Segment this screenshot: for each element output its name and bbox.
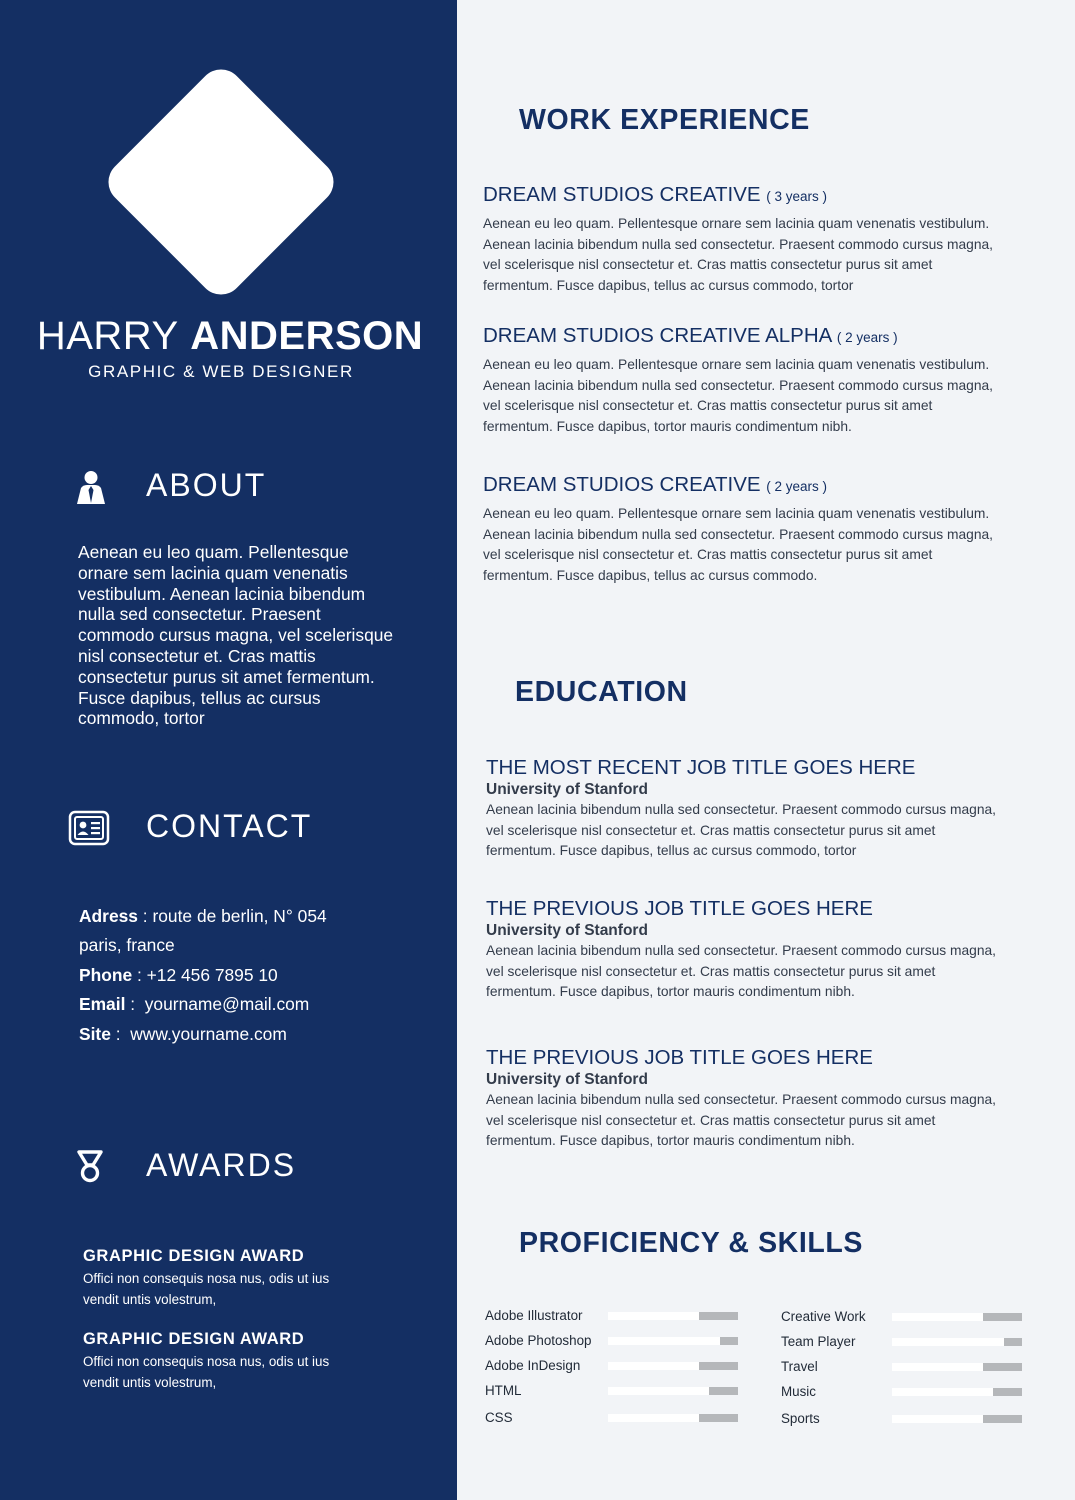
address-label: Adress (79, 906, 138, 926)
work-item (483, 324, 1028, 438)
skills-heading: PROFICIENCY & SKILLS (519, 1227, 864, 1259)
contact-email: Email : yourname@mail.com (79, 994, 310, 1015)
sidebar (0, 0, 457, 1500)
about-text: Aenean eu leo quam. Pellentesque ornare sem lacinia quam venenatis vestibulum. Aenean lacinia bibendum nulla sed consectetur. Praesent commodo cursus magna, vel scelerisque nisl consectetur et. Cras mattis consectetur purus sit amet fermentum. Fusce dapibus, tellus ac cursus commodo, tortor (78, 542, 394, 729)
contact-site: Site : www.yourname.com (79, 1023, 287, 1044)
skill-bar-fill (720, 1337, 738, 1345)
description-line: fermentum. Fusce dapibus, tortor mauris condimentum nibh. (486, 984, 855, 1000)
skill-bar-fill (699, 1414, 738, 1422)
skill-bar (608, 1362, 738, 1370)
skill-label: Music (781, 1384, 816, 1399)
first-name: HARRY (36, 314, 179, 358)
award-item (83, 1247, 403, 1310)
award-description-line: vendit untis volestrum, (83, 1374, 217, 1390)
skill-bar (892, 1338, 1022, 1346)
award-title: GRAPHIC DESIGN AWARD (83, 1247, 305, 1265)
site-label: Site (79, 1023, 111, 1044)
education-item-title: THE PREVIOUS JOB TITLE GOES HERE (486, 897, 873, 920)
description-line: Aenean lacinia bibendum nulla sed consectetur. Praesent commodo cursus magna, (483, 236, 994, 252)
skill-bar-fill (983, 1313, 1022, 1321)
contact-phone: Phone : +12 456 7895 10 (79, 964, 278, 985)
skill-bar (892, 1313, 1022, 1321)
awards-heading: AWARDS (146, 1147, 297, 1183)
work-item-title-row (483, 473, 1028, 497)
skill-bar-fill (709, 1387, 738, 1395)
education-item-description (486, 1090, 1031, 1152)
phone-value: +12 456 7895 10 (146, 964, 278, 985)
email-label: Email (79, 994, 126, 1015)
description-line: Aenean eu leo quam. Pellentesque ornare sem lacinia quam venenatis vestibulum. (483, 216, 990, 231)
education-item-school: University of Stanford (486, 922, 648, 939)
address-line2: paris, france (79, 935, 175, 956)
award-description-line: Offici non consequis nosa nus, odis ut ius (83, 1271, 330, 1286)
contact-heading: CONTACT (146, 808, 313, 844)
award-description (83, 1352, 403, 1393)
job-role: GRAPHIC & WEB DESIGNER (88, 362, 354, 381)
skill-label: Adobe InDesign (485, 1358, 581, 1373)
work-item-title: DREAM STUDIOS CREATIVE (483, 183, 761, 206)
award-description (83, 1269, 403, 1310)
skill-label: Sports (781, 1411, 820, 1426)
skill-bar-fill (1004, 1338, 1022, 1346)
description-line: Aenean eu leo quam. Pellentesque ornare sem lacinia quam venenatis vestibulum. (483, 506, 990, 521)
work-item (483, 473, 1028, 587)
skill-bar-fill (983, 1363, 1022, 1371)
phone-label: Phone (79, 964, 133, 985)
medal-icon (76, 1150, 104, 1184)
skill-bar (608, 1414, 738, 1422)
description-line: vel scelerisque nisl consectetur et. Cras mattis consectetur purus sit amet (486, 822, 936, 838)
user-icon (74, 470, 108, 506)
work-item (483, 183, 1028, 297)
skill-bar (892, 1363, 1022, 1371)
description-line: fermentum. Fusce dapibus, tellus ac cursus commodo, tortor (486, 843, 857, 859)
work-item-title: DREAM STUDIOS CREATIVE (483, 473, 761, 496)
skill-label: HTML (485, 1383, 522, 1398)
education-item-title: THE PREVIOUS JOB TITLE GOES HERE (486, 1046, 873, 1069)
email-value[interactable]: yourname@mail.com (144, 994, 310, 1015)
education-item-school: University of Stanford (486, 781, 648, 798)
work-item-duration: ( 3 years ) (766, 189, 828, 204)
skill-bar-fill (699, 1312, 738, 1320)
skill-label: CSS (485, 1410, 513, 1425)
skill-label: Adobe Illustrator (485, 1308, 583, 1323)
site-value[interactable]: www.yourname.com (130, 1023, 287, 1044)
education-item (486, 1046, 1031, 1152)
description-line: vel scelerisque nisl consectetur et. Cras mattis consectetur purus sit amet (483, 257, 933, 273)
work-item-description (483, 214, 1028, 297)
description-line: fermentum. Fusce dapibus, tortor mauris condimentum nibh. (486, 1133, 855, 1149)
work-item-title: DREAM STUDIOS CREATIVE ALPHA (483, 324, 832, 347)
description-line: Aenean lacinia bibendum nulla sed consectetur. Praesent commodo cursus magna, (486, 802, 997, 817)
work-item-title-row (483, 183, 1028, 207)
skill-bar (608, 1312, 738, 1320)
education-item-description (486, 941, 1031, 1003)
description-line: fermentum. Fusce dapibus, tellus ac cursus commodo. (483, 568, 818, 584)
skill-bar-fill (699, 1362, 738, 1370)
description-line: vel scelerisque nisl consectetur et. Cras mattis consectetur purus sit amet (483, 398, 933, 414)
skill-label: Adobe Photoshop (485, 1333, 592, 1348)
description-line: Aenean lacinia bibendum nulla sed consectetur. Praesent commodo cursus magna, (483, 526, 994, 542)
skill-bar (608, 1337, 738, 1345)
award-title: GRAPHIC DESIGN AWARD (83, 1330, 305, 1348)
award-item (83, 1330, 403, 1393)
education-item (486, 897, 1031, 1003)
skill-label: Travel (781, 1359, 818, 1374)
education-heading: EDUCATION (515, 676, 688, 708)
skill-bar-fill (983, 1415, 1022, 1423)
skill-bar-fill (993, 1388, 1022, 1396)
description-line: vel scelerisque nisl consectetur et. Cras mattis consectetur purus sit amet (486, 963, 936, 979)
contact-address: Adress : route de berlin, N° 054 (79, 906, 327, 926)
skill-bar (892, 1388, 1022, 1396)
full-name (0, 314, 460, 359)
description-line: fermentum. Fusce dapibus, tortor mauris condimentum nibh. (483, 419, 852, 435)
description-line: Aenean lacinia bibendum nulla sed consectetur. Praesent commodo cursus magna, (486, 943, 997, 958)
work-item-description (483, 504, 1028, 587)
work-item-duration: ( 2 years ) (836, 330, 898, 345)
description-line: vel scelerisque nisl consectetur et. Cras mattis consectetur purus sit amet (483, 547, 933, 563)
skill-label: Team Player (781, 1334, 856, 1349)
education-item-title: THE MOST RECENT JOB TITLE GOES HERE (486, 756, 916, 779)
skill-bar (608, 1387, 738, 1395)
education-item (486, 756, 1031, 862)
description-line: Aenean lacinia bibendum nulla sed consectetur. Praesent commodo cursus magna, (486, 1092, 997, 1107)
id-card-icon (68, 810, 110, 846)
education-item-school: University of Stanford (486, 1071, 648, 1088)
address-value: route de berlin, N° 054 (152, 906, 327, 926)
description-line: fermentum. Fusce dapibus, tellus ac cursus commodo, tortor (483, 278, 854, 294)
skill-bar (892, 1415, 1022, 1423)
education-item-description (486, 800, 1031, 862)
about-heading: ABOUT (146, 467, 267, 503)
work-item-title-row (483, 324, 1028, 348)
award-description-line: vendit untis volestrum, (83, 1291, 217, 1307)
work-experience-heading: WORK EXPERIENCE (519, 104, 810, 136)
description-line: Aenean eu leo quam. Pellentesque ornare sem lacinia quam venenatis vestibulum. (483, 357, 990, 372)
work-item-description (483, 355, 1028, 438)
description-line: Aenean lacinia bibendum nulla sed consectetur. Praesent commodo cursus magna, (483, 377, 994, 393)
last-name: ANDERSON (190, 314, 424, 358)
profile-photo-placeholder (99, 60, 342, 303)
work-item-duration: ( 2 years ) (766, 479, 828, 494)
skill-label: Creative Work (781, 1309, 866, 1324)
contact-list (79, 902, 327, 1049)
award-description-line: Offici non consequis nosa nus, odis ut ius (83, 1354, 330, 1369)
description-line: vel scelerisque nisl consectetur et. Cras mattis consectetur purus sit amet (486, 1112, 936, 1128)
